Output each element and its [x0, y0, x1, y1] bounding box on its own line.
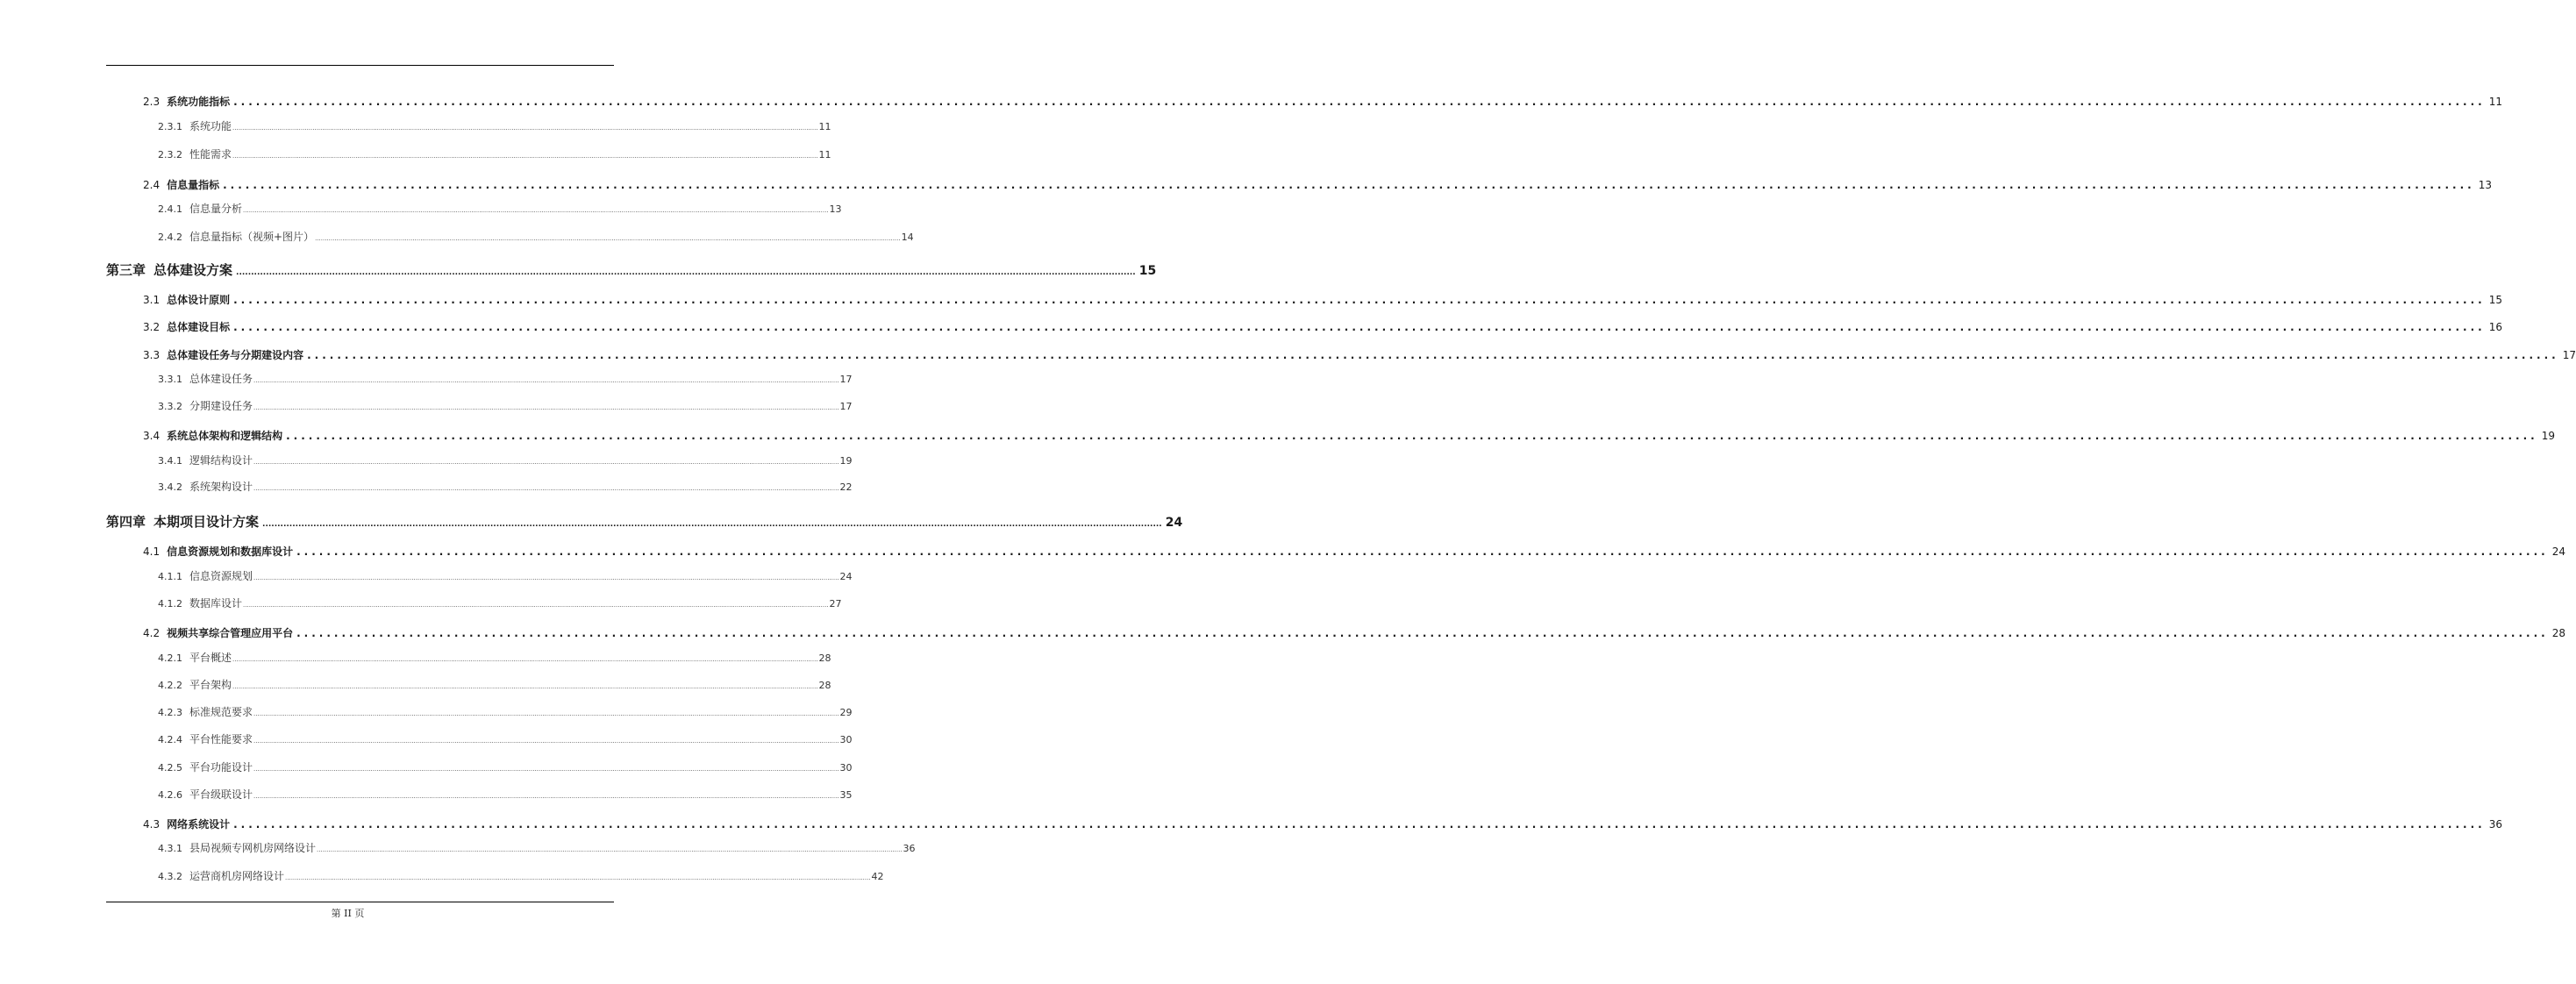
toc-dot-leader: ............................................................................................................................................................................................................................................................................................................ — [253, 574, 839, 581]
toc-dot-leader: ............................................................................................................................................................................................................................................................................................................ — [253, 766, 839, 773]
toc-entry-page: 15 — [2488, 294, 2502, 306]
toc-dot-leader: ............................................................................................................................................................................................................................................................................................................ — [253, 377, 839, 384]
toc-entry-page: 36 — [2488, 818, 2502, 831]
toc-entry-number: 2.3 — [143, 96, 161, 108]
toc-entry-title: 信息资源规划 — [189, 570, 253, 582]
toc-entry-number: 3.4.1 — [158, 455, 182, 467]
toc-entry-title: 系统总体架构和逻辑结构 — [167, 430, 283, 442]
toc-entry-title: 信息量指标（视频+图片） — [189, 231, 315, 243]
toc-entry-page: 11 — [818, 149, 831, 160]
toc-entry-number: 3.2 — [143, 321, 161, 333]
toc-entry-title: 平台架构 — [189, 679, 232, 691]
toc-entry-page: 22 — [839, 481, 853, 493]
toc-entry-page: 15 — [1138, 264, 1157, 278]
toc-dot-leader: ............................................................................................................................................................................................................................................................................................................ — [296, 627, 2549, 639]
toc-entry-title: 网络系统设计 — [167, 818, 231, 831]
toc-entry-page: 11 — [818, 121, 831, 132]
toc-dot-leader: ............................................................................................................................................................................................................................................................................................................ — [253, 738, 839, 745]
toc-entry-number: 4.2.1 — [158, 652, 182, 664]
toc-entry-title: 总体建设方案 — [153, 262, 233, 278]
toc-dot-leader: ............................................................................................................................................................................................................................................................................................................ — [253, 404, 839, 411]
toc-dot-leader: ............................................................................................................................................................................................................................................................................................................ — [253, 793, 839, 800]
toc-entry[interactable] — [143, 544, 2565, 560]
toc-dot-leader: ............................................................................................................................................................................................................................................................................................................ — [253, 710, 839, 717]
toc-entry-title: 平台功能设计 — [189, 761, 253, 774]
toc-entry-number: 4.2.4 — [158, 734, 182, 745]
toc-entry-title: 县局视频专网机房网络设计 — [189, 842, 317, 854]
toc-entry-page: 19 — [839, 455, 853, 467]
toc-entry[interactable] — [158, 118, 831, 134]
toc-entry-page: 13 — [2478, 179, 2492, 191]
toc-entry-title: 视频共享综合管理应用平台 — [167, 627, 294, 639]
toc-entry[interactable] — [143, 625, 2565, 641]
toc-entry-page: 28 — [2551, 627, 2565, 639]
toc-dot-leader: ............................................................................................................................................................................................................................................................................................................ — [262, 520, 1162, 529]
toc-dot-leader: ............................................................................................................................................................................................................................................................................................................ — [223, 179, 2475, 191]
toc-entry[interactable] — [143, 319, 2502, 335]
toc-entry[interactable] — [158, 568, 853, 584]
toc-entry-title: 本期项目设计方案 — [153, 514, 260, 530]
toc-entry-page: 14 — [901, 232, 914, 243]
toc-dot-leader: ............................................................................................................................................................................................................................................................................................................ — [232, 153, 818, 160]
toc-dot-leader: ............................................................................................................................................................................................................................................................................................................ — [233, 818, 2486, 831]
toc-entry-page: 11 — [2488, 96, 2502, 108]
toc-entry-page: 30 — [839, 734, 853, 745]
toc-dot-leader: ............................................................................................................................................................................................................................................................................................................ — [315, 235, 901, 242]
toc-dot-leader: ............................................................................................................................................................................................................................................................................................................ — [243, 602, 829, 609]
toc-entry[interactable] — [158, 229, 914, 245]
toc-entry-title: 信息资源规划和数据库设计 — [167, 545, 294, 558]
toc-entry[interactable] — [143, 292, 2502, 308]
toc-entry-page: 42 — [871, 871, 884, 882]
toc-dot-leader: ............................................................................................................................................................................................................................................................................................................ — [253, 485, 839, 492]
toc-entry-page: 24 — [1165, 516, 1183, 530]
toc-entry-page: 24 — [2551, 545, 2565, 558]
toc-entry[interactable] — [158, 677, 831, 693]
toc-entry-number: 4.3.2 — [158, 871, 182, 882]
toc-entry[interactable] — [158, 650, 831, 666]
toc-entry-page: 16 — [2488, 321, 2502, 333]
toc-entry-page: 13 — [829, 203, 842, 215]
toc-entry-title: 标准规范要求 — [189, 706, 253, 718]
toc-entry-title: 运营商机房网络设计 — [189, 870, 285, 882]
toc-entry-title: 总体建设任务 — [189, 373, 253, 385]
toc-entry[interactable] — [158, 840, 916, 856]
toc-entry[interactable] — [158, 371, 853, 387]
toc-entry[interactable] — [143, 347, 2576, 363]
toc-dot-leader: ............................................................................................................................................................................................................................................................................................................ — [286, 430, 2538, 442]
toc-entry-number: 4.2.3 — [158, 707, 182, 718]
toc-entry-title: 逻辑结构设计 — [189, 454, 253, 467]
toc-entry-number: 4.2.5 — [158, 762, 182, 774]
toc-dot-leader: ............................................................................................................................................................................................................................................................................................................ — [317, 846, 903, 853]
toc-dot-leader: ............................................................................................................................................................................................................................................................................................................ — [233, 294, 2486, 306]
page-footer: 第 II 页 — [331, 908, 365, 919]
toc-dot-leader: ............................................................................................................................................................................................................................................................................................................ — [253, 459, 839, 466]
toc-dot-leader: ............................................................................................................................................................................................................................................................................................................ — [232, 656, 818, 663]
toc-entry-number: 2.4 — [143, 179, 161, 191]
toc-entry-number: 2.4.2 — [158, 232, 182, 243]
toc-dot-leader: ............................................................................................................................................................................................................................................................................................................ — [296, 545, 2549, 558]
toc-entry-number: 3.4 — [143, 430, 161, 442]
toc-entry-page: 19 — [2541, 430, 2555, 442]
toc-dot-leader: ............................................................................................................................................................................................................................................................................................................ — [232, 125, 818, 132]
toc-entry-number: 4.2.2 — [158, 680, 182, 691]
toc-entry-title: 平台级联设计 — [189, 788, 253, 801]
header-rule — [106, 65, 614, 66]
toc-entry[interactable] — [143, 94, 2502, 110]
toc-entry-number: 2.4.1 — [158, 203, 182, 215]
toc-entry[interactable] — [158, 759, 853, 775]
toc-entry-number: 第四章 — [106, 514, 146, 530]
toc-entry-page: 30 — [839, 762, 853, 774]
toc-entry-title: 信息量分析 — [189, 203, 243, 215]
toc-entry-number: 4.3.1 — [158, 843, 182, 854]
toc-entry-number: 第三章 — [106, 262, 146, 278]
toc-entry-page: 27 — [829, 598, 842, 610]
toc-dot-leader: ............................................................................................................................................................................................................................................................................................................ — [236, 268, 1136, 277]
toc-entry[interactable] — [158, 731, 853, 747]
toc-dot-leader: ............................................................................................................................................................................................................................................................................................................ — [307, 349, 2559, 361]
toc-entry-page: 36 — [903, 843, 916, 854]
toc-entry[interactable] — [158, 398, 853, 414]
toc-entry-title: 信息量指标 — [167, 179, 220, 191]
toc-entry[interactable] — [106, 260, 1157, 280]
toc-entry-number: 4.1.1 — [158, 571, 182, 582]
toc-entry[interactable] — [158, 479, 853, 495]
toc-entry-number: 3.3.1 — [158, 374, 182, 385]
toc-entry-page: 24 — [839, 571, 853, 582]
toc-dot-leader: ............................................................................................................................................................................................................................................................................................................ — [285, 874, 871, 881]
toc-entry[interactable] — [143, 428, 2555, 444]
toc-entry-title: 平台概述 — [189, 652, 232, 664]
toc-entry-title: 系统功能指标 — [167, 96, 231, 108]
toc-entry-page: 17 — [839, 401, 853, 412]
toc-entry[interactable] — [158, 201, 842, 217]
toc-entry-page: 17 — [839, 374, 853, 385]
toc-entry-title: 性能需求 — [189, 148, 232, 160]
toc-entry-number: 4.1.2 — [158, 598, 182, 610]
toc-entry-title: 系统功能 — [189, 120, 232, 132]
toc-entry-number: 4.2.6 — [158, 789, 182, 801]
toc-entry-page: 28 — [818, 652, 831, 664]
toc-entry-page: 29 — [839, 707, 853, 718]
toc-entry-page: 28 — [818, 680, 831, 691]
toc-entry[interactable] — [158, 704, 853, 720]
toc-dot-leader: ............................................................................................................................................................................................................................................................................................................ — [233, 96, 2486, 108]
toc-entry-number: 2.3.2 — [158, 149, 182, 160]
toc-entry-number: 2.3.1 — [158, 121, 182, 132]
toc-entry-title: 数据库设计 — [189, 597, 243, 610]
toc-entry[interactable] — [143, 177, 2492, 193]
toc-entry-page: 35 — [839, 789, 853, 801]
toc-entry-title: 分期建设任务 — [189, 400, 253, 412]
toc-entry-title: 总体设计原则 — [167, 294, 231, 306]
toc-entry[interactable] — [158, 868, 884, 884]
toc-entry-number: 3.1 — [143, 294, 161, 306]
toc-entry[interactable] — [106, 512, 1183, 531]
toc-dot-leader: ............................................................................................................................................................................................................................................................................................................ — [243, 207, 829, 214]
toc-entry-number: 3.3 — [143, 349, 161, 361]
toc-entry-number: 4.3 — [143, 818, 161, 831]
toc-entry-title: 总体建设目标 — [167, 321, 231, 333]
toc-entry[interactable] — [143, 816, 2502, 832]
toc-entry-title: 平台性能要求 — [189, 733, 253, 745]
toc-entry-number: 4.1 — [143, 545, 161, 558]
toc-entry[interactable] — [158, 787, 853, 802]
toc-entry-title: 系统架构设计 — [189, 481, 253, 493]
toc-entry-title: 总体建设任务与分期建设内容 — [167, 349, 304, 361]
toc-dot-leader: ............................................................................................................................................................................................................................................................................................................ — [232, 683, 818, 690]
toc-entry-number: 4.2 — [143, 627, 161, 639]
toc-entry[interactable] — [158, 146, 831, 162]
toc-dot-leader: ............................................................................................................................................................................................................................................................................................................ — [233, 321, 2486, 333]
toc-entry[interactable] — [158, 453, 853, 468]
toc-entry-number: 3.4.2 — [158, 481, 182, 493]
toc-entry-page: 17 — [2562, 349, 2576, 361]
toc-entry[interactable] — [158, 595, 842, 611]
toc-entry-number: 3.3.2 — [158, 401, 182, 412]
